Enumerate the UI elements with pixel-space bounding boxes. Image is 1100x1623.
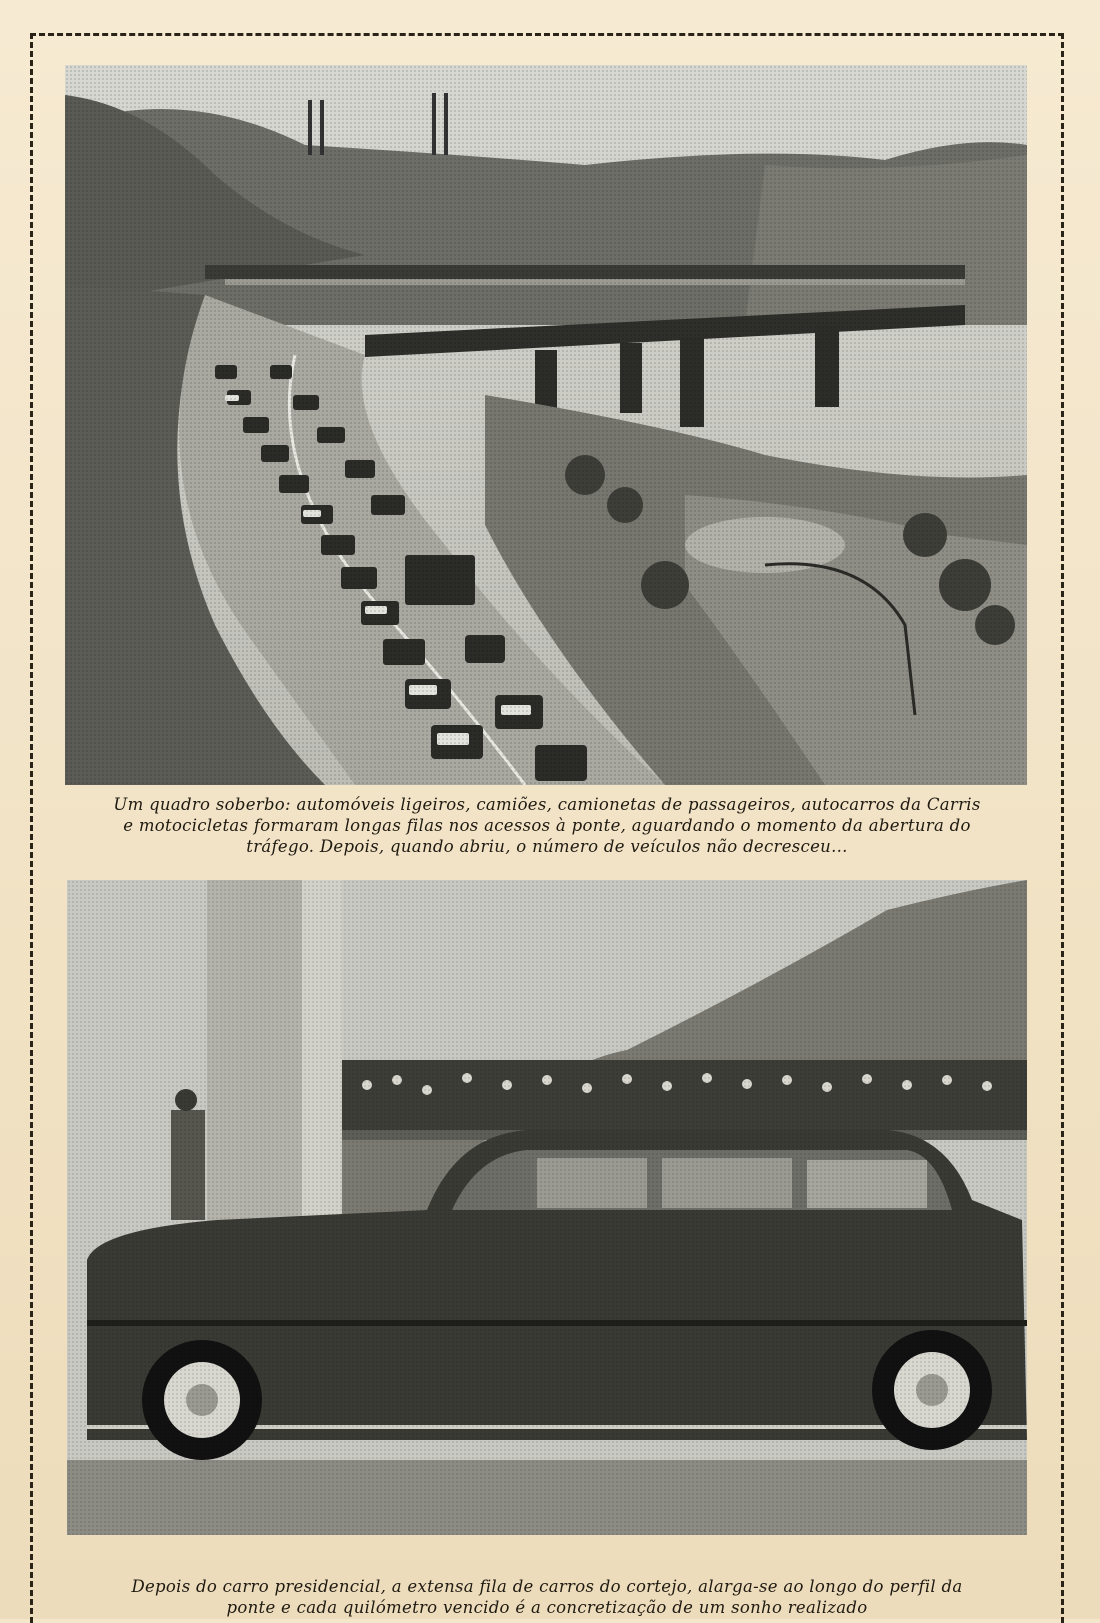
caption-bottom-line-2: ponte e cada quilómetro vencido é a concretização de um sonho realizado <box>226 1598 868 1617</box>
caption-top-line-3: tráfego. Depois, quando abriu, o número de veículos não decresceu... <box>246 837 848 856</box>
caption-bottom-line-1: Depois do carro presidencial, a extensa fila de carros do cortejo, alarga-se ao longo do perfil da <box>131 1577 963 1596</box>
caption-traffic-queue <box>72 794 1022 857</box>
photo-traffic-queue-image <box>65 65 1027 785</box>
caption-top-line-2: e motocicletas formaram longas filas nos acessos à ponte, aguardando o momento da abertura do <box>123 816 971 835</box>
photo-presidential-car-image <box>67 880 1027 1535</box>
photo-presidential-car <box>67 880 1027 1535</box>
caption-presidential-car <box>72 1576 1022 1618</box>
photo-traffic-queue <box>65 65 1027 785</box>
caption-top-line-1: Um quadro soberbo: automóveis ligeiros, camiões, camionetas de passageiros, autocarros da Carris <box>113 795 981 814</box>
